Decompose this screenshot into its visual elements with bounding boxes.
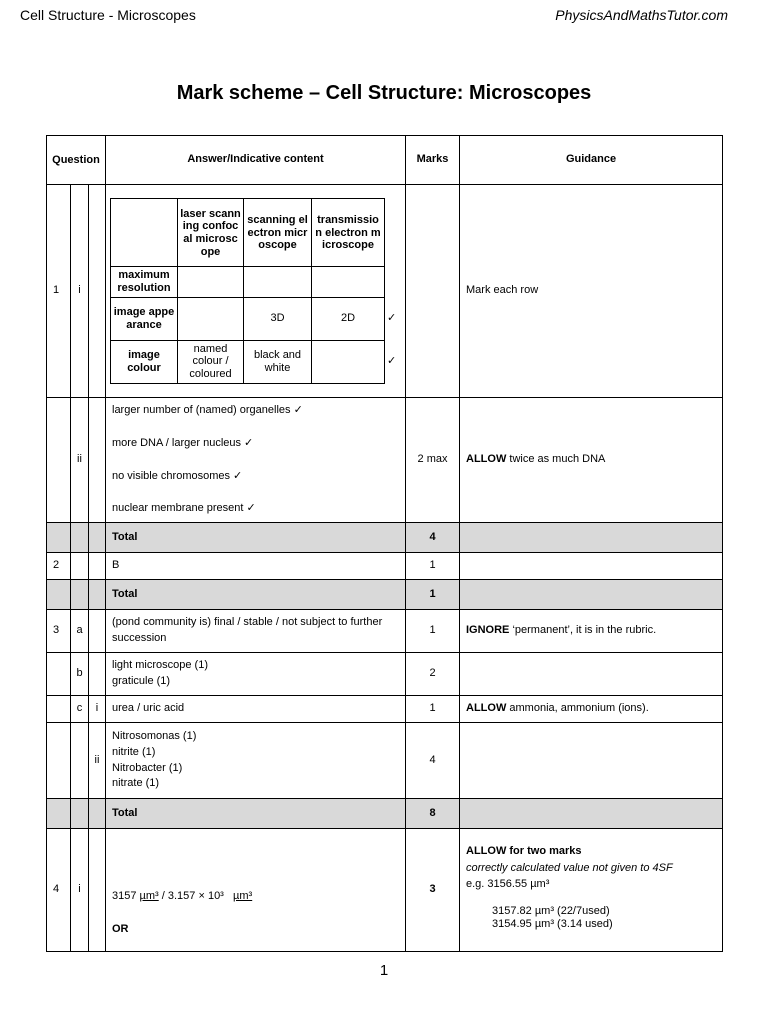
inner-cell: 2D	[312, 297, 385, 340]
header-left: Cell Structure - Microscopes	[20, 7, 196, 23]
inner-cell: black and white	[244, 340, 312, 383]
blank-cell	[89, 580, 106, 610]
table-header-row	[47, 136, 723, 185]
marks-cell: 4	[406, 723, 460, 799]
answer-cell	[106, 829, 406, 952]
answer-line	[112, 889, 399, 905]
guidance-text: ammonia, ammonium (ions).	[506, 702, 649, 715]
page-title: Mark scheme – Cell Structure: Microscopes	[176, 82, 592, 104]
answer-cell: urea / uric acid	[106, 696, 406, 723]
answer-line: more DNA / larger nucleus ✓	[112, 436, 254, 449]
question-number	[47, 723, 71, 799]
total-label: Total	[106, 523, 406, 553]
inner-row-header: maximum resolution	[111, 267, 178, 297]
table-row	[47, 723, 723, 799]
guidance-cell	[460, 610, 723, 653]
guidance-cell: Mark each row	[460, 185, 723, 398]
answer-cell: (pond community is) final / stable / not subject to further succession	[106, 610, 406, 653]
blank-cell	[47, 580, 71, 610]
question-subpart	[89, 553, 106, 580]
question-subpart	[89, 610, 106, 653]
inner-row-header: image appearance	[111, 297, 178, 340]
table-row	[47, 829, 723, 952]
guidance-keyword: ALLOW	[466, 702, 507, 715]
blank-cell	[460, 580, 723, 610]
total-marks: 8	[406, 799, 460, 829]
question-part	[71, 723, 89, 799]
marks-cell: 2	[406, 653, 460, 696]
guidance-title: ALLOW for two marks	[466, 845, 582, 857]
inner-row-header: image colour	[111, 340, 178, 383]
total-row	[47, 523, 723, 553]
question-part: b	[71, 653, 89, 696]
answer-line: nitrite (1)	[112, 745, 156, 758]
question-subpart	[89, 185, 106, 398]
blank-cell	[89, 799, 106, 829]
guidance-cell	[460, 398, 723, 523]
inner-corner	[111, 199, 178, 267]
guidance-cell	[460, 723, 723, 799]
total-marks: 1	[406, 580, 460, 610]
unit-label: µm³	[233, 889, 253, 902]
answer-line: no visible chromosomes ✓	[112, 469, 243, 482]
total-label: Total	[106, 799, 406, 829]
guidance-cell	[460, 829, 723, 952]
blank-cell	[47, 523, 71, 553]
guidance-text: twice as much DNA	[506, 453, 606, 466]
question-number: 2	[47, 553, 71, 580]
total-row	[47, 799, 723, 829]
table-row	[47, 398, 723, 523]
table-row	[47, 653, 723, 696]
inner-cell: named colour / coloured	[178, 340, 244, 383]
question-subpart: i	[89, 696, 106, 723]
question-part: c	[71, 696, 89, 723]
guidance-text: ‘permanent’, it is in the rubric.	[509, 624, 657, 637]
answer-cell	[106, 723, 406, 799]
question-part: ii	[71, 398, 89, 523]
marks-cell: 1	[406, 696, 460, 723]
answer-line: graticule (1)	[112, 675, 171, 687]
question-number: 3	[47, 610, 71, 653]
microscope-comparison-table	[110, 198, 399, 383]
answer-line: nuclear membrane present ✓	[112, 502, 256, 515]
col-header-question: Question	[47, 136, 106, 185]
question-part: i	[71, 185, 89, 398]
table-row	[47, 610, 723, 653]
guidance-keyword: IGNORE	[466, 624, 510, 637]
marks-cell: 1	[406, 553, 460, 580]
tick-mark: ✓	[387, 355, 397, 368]
question-number	[47, 398, 71, 523]
answer-line: Nitrobacter (1)	[112, 761, 183, 774]
inner-cell	[312, 267, 385, 297]
or-label: OR	[112, 922, 129, 935]
guidance-note: correctly calculated value not given to 4SF	[466, 861, 673, 874]
guidance-cell	[460, 696, 723, 723]
blank-cell	[71, 580, 89, 610]
answer-line: nitrate (1)	[112, 777, 160, 790]
marks-cell: 3	[406, 829, 460, 952]
inner-col-header: scanning electron microscope	[244, 199, 312, 267]
mark-scheme-table	[46, 135, 723, 952]
question-subpart	[89, 653, 106, 696]
col-header-answer: Answer/Indicative content	[106, 136, 406, 185]
answer-line: Nitrosomonas (1)	[112, 729, 197, 742]
inner-col-header: laser scanning confocal microscope	[178, 199, 244, 267]
blank-cell	[47, 799, 71, 829]
total-label: Total	[106, 580, 406, 610]
answer-line: light microscope (1)	[112, 659, 208, 672]
inner-cell: 3D	[244, 297, 312, 340]
answer-line: larger number of (named) organelles ✓	[112, 403, 303, 416]
question-number: 4	[47, 829, 71, 952]
answer-cell	[106, 185, 406, 398]
inner-cell	[244, 267, 312, 297]
marks-cell: 2 max	[406, 398, 460, 523]
marks-cell	[406, 185, 460, 398]
col-header-marks: Marks	[406, 136, 460, 185]
question-part: i	[71, 829, 89, 952]
question-number	[47, 696, 71, 723]
blank-cell	[460, 799, 723, 829]
answer-cell	[106, 653, 406, 696]
unit-label: µm³	[139, 889, 159, 902]
marks-cell: 1	[406, 610, 460, 653]
guidance-value: 3157.82 µm³ (22/7used)	[492, 904, 610, 917]
answer-cell	[106, 398, 406, 523]
blank-cell	[71, 523, 89, 553]
table-row	[47, 696, 723, 723]
guidance-example: e.g. 3156.55 µm³	[466, 878, 550, 890]
question-part: a	[71, 610, 89, 653]
inner-cell	[178, 297, 244, 340]
blank-cell	[460, 523, 723, 553]
question-part	[71, 553, 89, 580]
guidance-value: 3154.95 µm³ (3.14 used)	[492, 918, 613, 931]
answer-alt: / 3.157 × 10³	[158, 889, 227, 902]
blank-cell	[89, 523, 106, 553]
guidance-keyword: ALLOW	[466, 453, 507, 466]
question-subpart	[89, 829, 106, 952]
total-marks: 4	[406, 523, 460, 553]
table-row	[47, 553, 723, 580]
tick-mark	[385, 267, 399, 297]
inner-col-header: transmission electron microscope	[312, 199, 385, 267]
tick-mark	[385, 199, 399, 267]
header-right: PhysicsAndMathsTutor.com	[555, 7, 728, 23]
answer-value: 3157	[112, 889, 137, 902]
tick-mark: ✓	[387, 312, 397, 325]
inner-cell	[312, 340, 385, 383]
table-row	[47, 185, 723, 398]
question-number	[47, 653, 71, 696]
col-header-guidance: Guidance	[460, 136, 723, 185]
question-subpart: ii	[89, 723, 106, 799]
inner-cell	[178, 267, 244, 297]
total-row	[47, 580, 723, 610]
blank-cell	[71, 799, 89, 829]
guidance-cell	[460, 553, 723, 580]
question-subpart	[89, 398, 106, 523]
question-number: 1	[47, 185, 71, 398]
guidance-cell	[460, 653, 723, 696]
page-number: 1	[379, 962, 389, 979]
answer-cell: B	[106, 553, 406, 580]
